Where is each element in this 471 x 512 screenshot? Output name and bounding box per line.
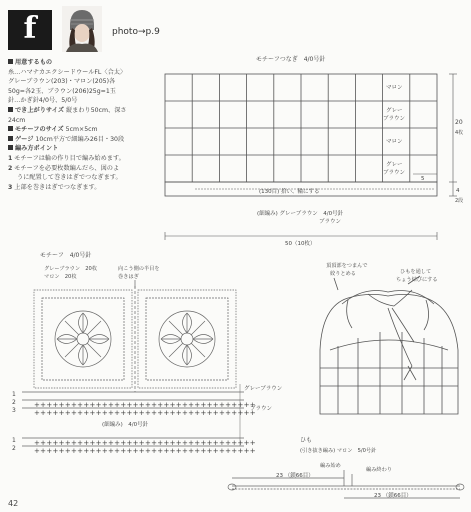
bullet-square-icon [8,145,13,150]
points-title: 編み方ポイント [15,145,59,153]
border-dimension: 4 [456,188,460,194]
tie-cord-note: ひもを通して [400,269,432,275]
border-note: (細編み) グレーブラウン 4/0号針 [257,211,344,217]
cord-length-label: 23 （鎖66目） [374,493,412,499]
height-dimension: 20 [455,119,463,126]
single-crochet-note: (細編み) 4/0号針 [102,422,149,428]
cord-end-label: 編み終わり [366,467,392,473]
page-number: 42 [8,499,19,508]
materials-title: 用意するもの [15,59,53,66]
border-dimension-sub: 2段 [455,198,464,204]
cord-start-label: 編み始め [320,463,341,469]
brown-border-label: ブラウン [250,406,273,412]
motif-color-label: マロン [386,139,403,145]
motif-color-count: グレーブラウン 20枚 [44,266,98,272]
model-photo [62,6,102,52]
motif-size-label: モチーフのサイズ [15,126,64,134]
gauge-value: 10cm平方で細編み26目・30段 [35,135,125,143]
point-number: 3 [8,183,13,191]
motif-color-label: マロン [386,85,403,91]
motif-color-label: グレー [386,162,403,168]
joining-diagram [155,62,467,248]
pickup-note: (130目) 拾い、輪にする [259,189,320,195]
svg-text:++++++++++++++++++++++++++++++: ++++++++++++++++++++++++++++++++++++ [34,447,256,455]
size-label: でき上がりサイズ [15,106,65,114]
gray-brown-border-label: グレーブラウン [244,386,283,392]
tie-cord-note: ちょう結びにする [396,277,438,283]
point-number: 2 [8,164,13,172]
border-note-brown: ブラウン [319,219,342,225]
photo-page-reference: photo→p.9 [112,27,160,37]
motif-color-label: ブラウン [383,116,406,122]
svg-text:++++++++++++++++++++++++++++++: ++++++++++++++++++++++++++++++++++++ [34,401,256,409]
svg-text:++++++++++++++++++++++++++++++: ++++++++++++++++++++++++++++++++++++ [34,409,256,417]
motif-color-count: マロン 20枚 [44,274,77,280]
motif-stitch-chart [4,280,294,455]
round-number: 1 [12,437,16,444]
bullet-square-icon [8,136,13,141]
svg-text:++++++++++++++++++++++++++++++: ++++++++++++++++++++++++++++++++++++ [34,439,256,447]
whip-stitch-note: 巻きはぎ [118,274,139,280]
joining-diagram-title: モチーフつなぎ 4/0号針 [256,56,326,63]
materials-line: グレーブラウン(203)・マロン(205)各 [8,78,116,86]
motif-color-label: ブラウン [383,170,406,176]
materials-section [8,58,158,192]
whip-stitch-note: 向こう側の半目を [118,266,160,272]
round-number: 2 [12,445,16,452]
round-number: 3 [12,407,16,414]
top-gather-note: 絞りとめる [330,271,356,277]
point-text: うに配置して巻きはぎでつなぎます。 [17,174,122,182]
motif-size-value: 5cm×5cm [65,126,98,134]
gauge-label: ゲージ [15,135,34,143]
cord-title: ひも [300,437,313,444]
side-dimension: 5 [421,176,425,182]
materials-heading [8,58,158,68]
round-number: 1 [12,391,16,398]
motif-diagram-title: モチーフ 4/0号針 [40,252,92,259]
size-value: 縦まわり50cm、深さ [65,106,127,114]
bullet-square-icon [8,126,13,131]
motif-color-label: グレー [386,108,403,114]
top-gather-note: 頂頂部をつまんで [326,263,368,269]
cord-length-label: 23 （鎖66目） [276,473,314,479]
size-value-cont: 24cm [8,116,26,124]
bag-illustration [308,276,468,418]
width-dimension: 50（10枚） [285,241,316,247]
bullet-square-icon [8,107,13,112]
materials-line: 糸…ハマナカエクシードウールFL〈合太〉 [8,68,127,76]
materials-line: 針…かぎ針4/0号、5/0号 [8,97,78,105]
bullet-square-icon [8,59,13,64]
point-number: 1 [8,154,13,162]
cord-subtitle: (引き抜き編み) マロン 5/0号針 [300,448,377,454]
height-dimension-sub: 4枚 [455,130,464,136]
point-text: モチーフは輪の作り目で編み始めます。 [14,154,125,162]
materials-line: 50g=各2玉、ブラウン(206)25g=1玉 [8,87,116,95]
point-text: モチーフを必要枚数編んだら、図のよ [14,164,120,172]
pattern-letter-badge: f [8,10,52,50]
cord-diagram [224,470,468,504]
round-number: 2 [12,399,16,406]
point-text: 上部を巻きはぎでつなぎます。 [14,183,101,191]
